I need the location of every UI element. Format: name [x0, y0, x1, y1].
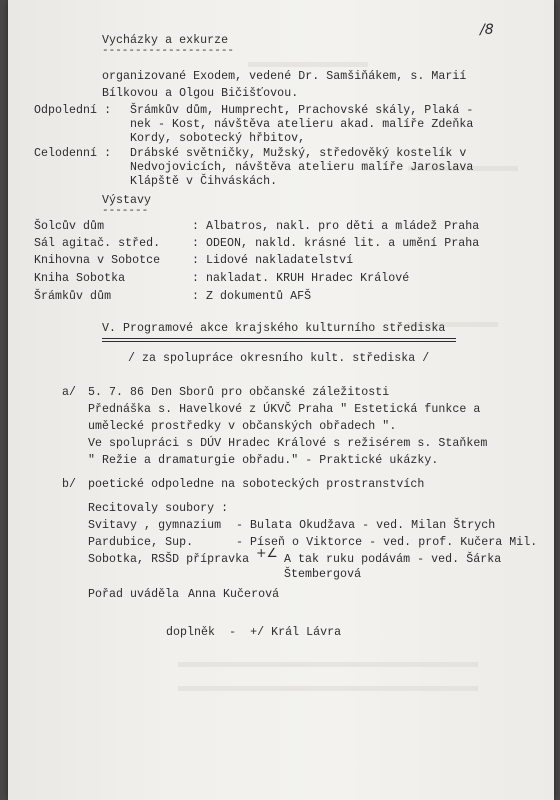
- document-page: [8, 0, 554, 800]
- bleed-through-mark: [178, 686, 478, 691]
- page-number: /8: [480, 22, 494, 38]
- fullday-line: Drábské světničky, Mužský, středověký kostelík v: [130, 147, 467, 160]
- excursions-intro-line-2: Bílkovou a Olgou Bičišťovou.: [102, 87, 299, 100]
- bleed-through-mark: [178, 662, 478, 667]
- item-a-marker: a/: [62, 386, 77, 399]
- item-b-title: poetické odpoledne na soboteckých prostranstvích: [88, 478, 425, 491]
- afternoon-line: Kordy, sobotecký hřbitov,: [130, 132, 306, 145]
- afternoon-line: Šrámkův dům, Humprecht, Prachovské skály, Plaká -: [130, 104, 474, 117]
- item-b-marker: b/: [62, 478, 77, 491]
- ensemble-city: Svitavy , gymnazium: [88, 519, 222, 532]
- item-a-line: Přednáška s. Havelkové z ÚKVČ Praha " Estetická funkce a: [88, 403, 481, 416]
- program-heading: V. Programové akce krajského kulturního střediska: [102, 322, 446, 335]
- exhibition-place: Kniha Sobotka: [34, 272, 126, 285]
- program-heading-underline-bottom: [102, 341, 456, 342]
- program-heading-underline-top: [102, 338, 456, 339]
- item-a-line: " Režie a dramaturgie obřadu." - Praktické ukázky.: [88, 454, 439, 467]
- ensemble-desc: A tak ruku podávám - ved. Šárka: [284, 553, 502, 566]
- afternoon-label: Odpolední :: [34, 104, 112, 117]
- exhibition-desc: : nakladat. KRUH Hradec Králové: [192, 272, 410, 285]
- exhibition-place: Šrámkův dům: [34, 290, 112, 303]
- ensemble-desc-continued: Štembergová: [284, 568, 362, 581]
- item-a-line: umělecké prostředky v občanských obřadech ".: [88, 420, 397, 433]
- ensemble-city: Sobotka, RSŠD přípravka: [88, 553, 250, 566]
- host-label: Pořad uváděla: [88, 588, 180, 601]
- recital-label: Recitovaly soubory :: [88, 502, 229, 515]
- exhibition-desc: : ODEON, nakld. krásné lit. a umění Praha: [192, 237, 480, 250]
- fullday-label: Celodenní :: [34, 147, 112, 160]
- excursions-heading-underline: --------------------: [102, 45, 235, 57]
- exhibition-desc: : Z dokumentů AFŠ: [192, 290, 312, 303]
- exhibition-desc: : Lidové nakladatelství: [192, 254, 354, 267]
- fullday-line: Nedvojovicích, návštěva atelieru malíře Jaroslava: [130, 161, 474, 174]
- ensemble-city: Pardubice, Sup.: [88, 536, 194, 549]
- ensemble-desc: - Píseň o Viktorce - ved. prof. Kučera Mil.: [236, 536, 538, 549]
- exhibition-desc: : Albatros, nakl. pro děti a mládež Praha: [192, 220, 480, 233]
- exhibition-place: Šolcův dům: [34, 220, 105, 233]
- exhibitions-heading: Výstavy: [102, 194, 152, 207]
- host-name: Anna Kučerová: [188, 588, 280, 601]
- handwritten-mark: +∠: [256, 545, 278, 560]
- ensemble-desc: - Bulata Okudžava - ved. Milan Štrych: [236, 519, 496, 532]
- afternoon-line: nek - Kost, návštěva atelieru akad. malíře Zdeňka: [130, 118, 474, 131]
- item-a-line: Ve spolupráci s DÚV Hradec Králové s režisérem s. Staňkem: [88, 437, 488, 450]
- bleed-through-mark: [248, 62, 368, 67]
- program-subheading: / za spolupráce okresního kult. střediska /: [128, 352, 430, 365]
- supplement-line: doplněk - +/ Král Lávra: [166, 626, 342, 639]
- item-a-line: 5. 7. 86 Den Sborů pro občanské záležitosti: [88, 386, 390, 399]
- exhibition-place: Sál agitač. střed.: [34, 237, 161, 250]
- exhibition-place: Knihovna v Sobotce: [34, 254, 161, 267]
- fullday-line: Klápště v Čihváskách.: [130, 175, 278, 188]
- exhibitions-heading-underline: -------: [102, 205, 149, 217]
- excursions-intro-line-1: organizované Exodem, vedené Dr. Samšiňákem, s. Marií: [102, 70, 467, 83]
- excursions-heading: Vycházky a exkurze: [102, 34, 229, 47]
